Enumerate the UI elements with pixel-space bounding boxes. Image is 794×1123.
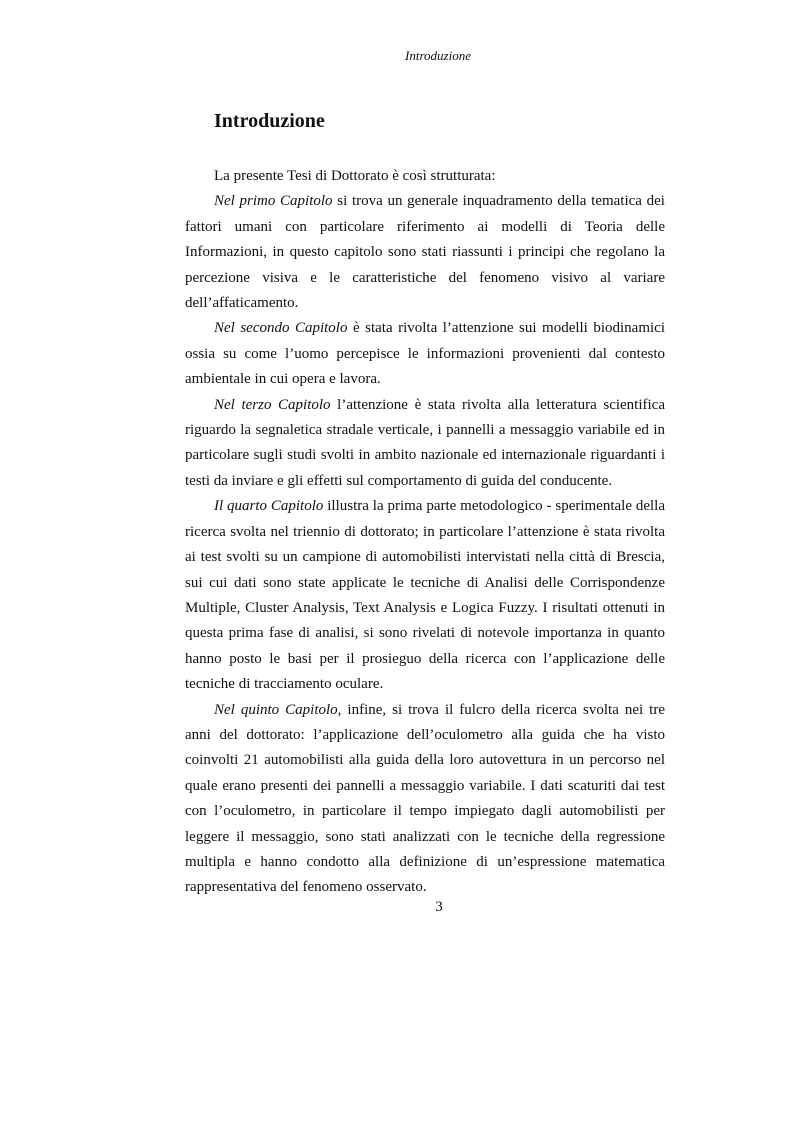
paragraph-text: illustra la prima parte metodologico - sperimentale della ricerca svolta nel triennio di dottorato; in particolare l’attenzione è stata rivolta ai test svolti su un campione di automobilisti intervistati nella città di Brescia, sui cui dati sono state applicate le tecniche di Analisi delle Corrispondenze Multiple, Cluster Analysis, Text Analysis e Logica Fuzzy. I risultati ottenuti in questa prima fase di analisi, si sono rivelati di notevole importanza in quanto hanno posto le basi per il prosieguo della ricerca con l’applicazione delle tecniche di tracciamento oculare. <box>185 498 665 693</box>
paragraph-lead: Nel terzo Capitolo <box>214 396 331 413</box>
paragraph-chapter-2 <box>185 316 665 392</box>
body-text <box>185 164 665 901</box>
paragraph-text: , infine, si trova il fulcro della ricerca svolta nei tre anni del dottorato: l’applicazione dell’oculometro alla guida che ha visto coinvolti 21 automobilisti alla guida della loro autovettura in un percorso nel quale erano presenti dei pannelli a messaggio variabile. I dati scaturiti dai test con l’oculometro, in particolare il tempo impiegato dagli automobilisti per leggere il messaggio, sono stati analizzati con le tecniche della regressione multipla e hanno condotto alla definizione di un’espressione matematica rappresentativa del fenomeno osservato. <box>185 701 665 896</box>
paragraph-chapter-4 <box>185 494 665 697</box>
paragraph-lead: Nel primo Capitolo <box>214 193 333 210</box>
paragraph-chapter-3 <box>185 393 665 495</box>
paragraph-chapter-1 <box>185 189 665 316</box>
running-header-title: Introduzione <box>405 48 471 63</box>
paragraph-text: l’attenzione è stata rivolta alla letteratura scientifica riguardo la segnaletica stradale verticale, i pannelli a messaggio variabile ed in particolare sugli studi svolti in ambito nazionale ed internazionale riguardanti i testi da inviare e gli effetti sul comportamento di guida del conducente. <box>185 396 665 489</box>
paragraph-chapter-5 <box>185 698 665 901</box>
paragraph-text: La presente Tesi di Dottorato è così strutturata: <box>214 168 496 184</box>
paragraph-lead: Il quarto Capitolo <box>214 498 324 515</box>
paragraph-text: è stata rivolta l’attenzione sui modelli biodinamici ossia su come l’uomo percepisce le informazioni provenienti dal contesto ambientale in cui opera e lavora. <box>185 320 665 388</box>
chapter-title: Introduzione <box>214 110 325 132</box>
page-number: 3 <box>435 899 443 915</box>
paragraph-lead: Nel secondo Capitolo <box>214 320 348 337</box>
paragraph-intro <box>185 164 665 189</box>
paragraph-text: si trova un generale inquadramento della tematica dei fattori umani con particolare riferimento ai modelli di Teoria delle Informazioni, in questo capitolo sono stati riassunti i principi che regolano la percezione visiva e le caratteristiche del fenomeno visivo al variare dell’affaticamento. <box>185 193 665 312</box>
paragraph-lead: Nel quinto Capitolo <box>214 701 338 718</box>
